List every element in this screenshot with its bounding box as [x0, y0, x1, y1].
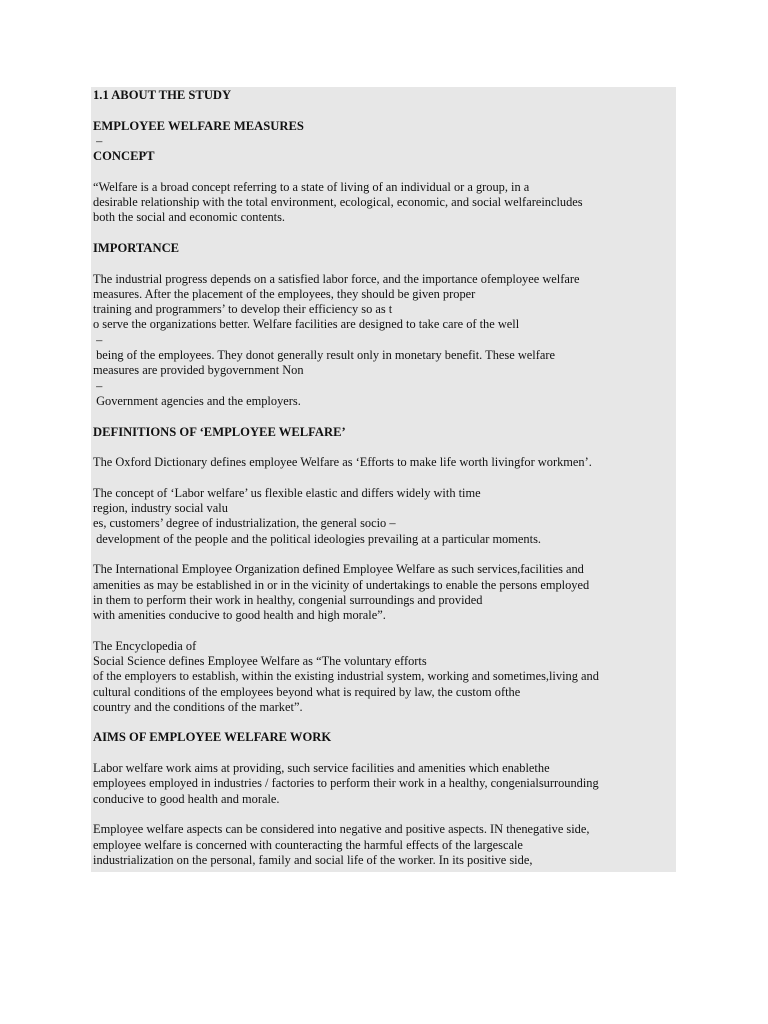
spacer	[93, 164, 676, 179]
welfare-heading: EMPLOYEE WELFARE MEASURES	[93, 118, 304, 133]
spacer	[93, 440, 676, 455]
labor-welfare-line: development of the people and the political ideologies prevailing at a particular moments.	[93, 531, 541, 546]
ieo-definition-line: in them to perform their work in healthy, congenial surroundings and provided	[93, 592, 483, 607]
importance-line: training and programmers’ to develop their efficiency so as t	[93, 302, 393, 317]
spacer	[93, 715, 676, 730]
aims-line: Labor welfare work aims at providing, such service facilities and amenities which enablethe	[93, 761, 550, 776]
ieo-definition-line: The International Employee Organization defined Employee Welfare as such services,facilities and	[93, 562, 584, 577]
section-title: 1.1 ABOUT THE STUDY	[93, 88, 232, 102]
ieo-definition-line: with amenities conducive to good health and high morale”.	[93, 608, 386, 623]
aims-line: employees employed in industries / factories to perform their work in a healthy, congenialsurrounding	[93, 776, 599, 791]
spacer	[93, 746, 676, 761]
labor-welfare-line: region, industry social valu	[93, 501, 228, 516]
spacer	[93, 470, 676, 485]
importance-line: o serve the organizations better. Welfare facilities are designed to take care of the well	[93, 317, 520, 332]
concept-line: desirable relationship with the total environment, ecological, economic, and social welfareincludes	[93, 195, 583, 210]
aspects-line: employee welfare is concerned with counteracting the harmful effects of the largescale	[93, 837, 523, 852]
importance-line: measures are provided bygovernment Non	[93, 363, 304, 378]
encyclopedia-definition-line: Social Science defines Employee Welfare as “The voluntary efforts	[93, 653, 427, 668]
encyclopedia-definition-line: of the employers to establish, within the existing industrial system, working and sometimes,living and	[93, 669, 599, 684]
importance-heading: IMPORTANCE	[93, 240, 180, 255]
labor-welfare-line: The concept of ‘Labor welfare’ us flexible elastic and differs widely with time	[93, 485, 481, 500]
ieo-definition-line: amenities as may be established in or in the vicinity of undertakings to enable the persons employed	[93, 577, 590, 592]
concept-line: “Welfare is a broad concept referring to a state of living of an individual or a group, in a	[93, 179, 530, 194]
spacer	[93, 807, 676, 822]
oxford-definition: The Oxford Dictionary defines employee Welfare as ‘Efforts to make life worth livingfor workmen’.	[93, 455, 592, 470]
aims-heading: AIMS OF EMPLOYEE WELFARE WORK	[93, 730, 332, 745]
encyclopedia-definition-line: cultural conditions of the employees beyond what is required by law, the custom ofthe	[93, 684, 521, 699]
aspects-line: Employee welfare aspects can be considered into negative and positive aspects. IN thenegative side,	[93, 822, 590, 837]
spacer	[93, 409, 676, 424]
concept-line: both the social and economic contents.	[93, 210, 286, 225]
spacer	[93, 547, 676, 562]
importance-line: Government agencies and the employers.	[93, 393, 301, 408]
document-text-region	[91, 87, 676, 872]
spacer	[93, 103, 676, 118]
spacer	[93, 623, 676, 638]
dash-separator: –	[93, 133, 103, 148]
aims-line: conducive to good health and morale.	[93, 791, 280, 806]
labor-welfare-line: es, customers’ degree of industrialization, the general socio –	[93, 516, 396, 531]
encyclopedia-definition-line: country and the conditions of the market”.	[93, 699, 303, 714]
importance-line: –	[93, 332, 103, 347]
spacer	[93, 226, 676, 241]
encyclopedia-definition-line: The Encyclopedia of	[93, 638, 197, 653]
importance-line: –	[93, 378, 103, 393]
definitions-heading: DEFINITIONS OF ‘EMPLOYEE WELFARE’	[93, 424, 346, 439]
importance-line: measures. After the placement of the employees, they should be given proper	[93, 286, 476, 301]
aspects-line: industrialization on the personal, family and social life of the worker. In its positive side,	[93, 852, 533, 867]
spacer	[93, 256, 676, 271]
concept-heading: CONCEPT	[93, 149, 155, 164]
importance-line: The industrial progress depends on a satisfied labor force, and the importance ofemployee welfare	[93, 271, 580, 286]
importance-line: being of the employees. They donot generally result only in monetary benefit. These welfare	[93, 348, 555, 363]
